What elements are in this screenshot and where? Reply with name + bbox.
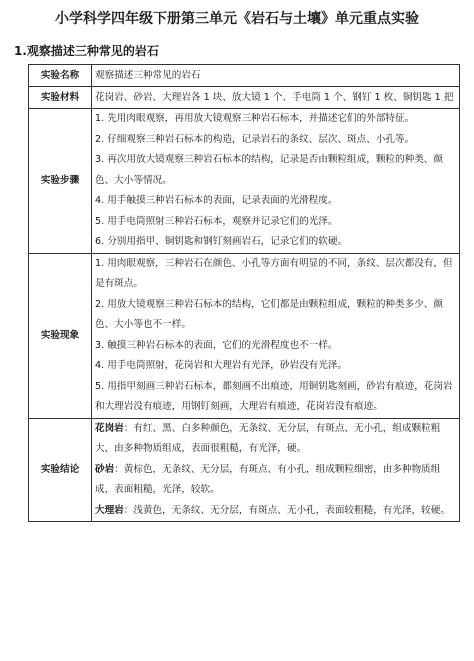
rock-description: ：有红、黑、白多种颜色，无条纹、无分层，有斑点、无小孔，组成颗粒粗大，由多种物质组成，表面很粗糙，有光泽，硬。 <box>95 422 441 454</box>
phenomenon-item: 2. 用放大镜观察三种岩石标本的结构，它们都是由颗粒组成，颗粒的种类多少、颜色、大小等也不一样。 <box>95 298 443 330</box>
step-item: 3. 再次用放大镜观察三种岩石标本的结构，记录是否由颗粒组成，颗粒的种类、颜色、大小等情况。 <box>95 154 443 186</box>
experiment-table <box>28 64 460 522</box>
phenomenon-item: 5. 用指甲刻画三种岩石标本，都刻画不出痕迹，用铜钥匙刻画，砂岩有痕迹，花岗岩和大理岩没有痕迹，用钢钉刻画，大理岩有痕迹，花岗岩没有痕迹。 <box>95 380 453 412</box>
step-item: 1. 先用肉眼观察，再用放大镜观察三种岩石标本，并描述它们的外部特征。 <box>95 113 415 124</box>
phenomenon-item: 4. 用手电筒照射，花岗岩和大理岩有光泽，砂岩没有光泽。 <box>95 360 348 371</box>
rock-name: 砂岩 <box>95 463 115 475</box>
steps-cell <box>92 109 460 254</box>
experiment-name-cell: 观察描述三种常见的岩石 <box>92 65 460 87</box>
section-heading: 1.观察描述三种常见的岩石 <box>14 44 159 58</box>
conclusion-item <box>95 419 456 460</box>
step-item: 6. 分别用指甲、铜钥匙和钢钉刻画岩石，记录它们的软硬。 <box>95 236 348 247</box>
table-row-materials <box>29 87 460 109</box>
step-item: 2. 仔细观察三种岩石标本的构造，记录岩石的条纹、层次、斑点、小孔等。 <box>95 133 415 145</box>
row-label-steps: 实验步骤 <box>29 109 92 254</box>
rock-description: ：黄棕色，无条纹、无分层，有斑点、有小孔，组成颗粒细密，由多种物质组成，表面粗糙，光泽，较软。 <box>95 463 441 495</box>
page-title: 小学科学四年级下册第三单元《岩石与土壤》单元重点实验 <box>55 11 419 27</box>
step-item: 4. 用手触摸三种岩石标本的表面，记录表面的光滑程度。 <box>95 195 338 206</box>
rock-name: 花岗岩 <box>95 422 124 434</box>
table-row-name <box>29 65 460 87</box>
conclusion-cell <box>92 418 460 522</box>
rock-description: ：浅黄色，无条纹、无分层，有斑点、无小孔，表面较粗糙，有光泽，较硬。 <box>123 504 450 516</box>
phenomena-cell <box>92 253 460 418</box>
row-label-conclusion: 实验结论 <box>29 418 92 522</box>
rock-name: 大理岩 <box>95 504 124 516</box>
table-row-conclusion <box>29 418 460 522</box>
row-label-name: 实验名称 <box>29 65 92 87</box>
table-row-phenomena <box>29 253 460 418</box>
conclusion-item <box>95 501 456 522</box>
row-label-phenomena: 实验现象 <box>29 253 92 418</box>
table-row-steps <box>29 109 460 254</box>
step-item: 5. 用手电筒照射三种岩石标本，观察并记录它们的光泽。 <box>95 215 338 227</box>
row-label-materials: 实验材料 <box>29 87 92 109</box>
conclusion-item <box>95 460 456 501</box>
phenomenon-item: 3. 触摸三种岩石标本的表面，它们的光滑程度也不一样。 <box>95 339 338 351</box>
phenomenon-item: 1. 用肉眼观察，三种岩石在颜色、小孔等方面有明显的不同，条纹、层次都没有，但是有斑点。 <box>95 257 453 289</box>
materials-cell: 花岗岩、砂岩、大理岩各 1 块、放大镜 1 个、手电筒 1 个、钢钉 1 枚、铜钥匙 1 把 <box>92 87 460 109</box>
